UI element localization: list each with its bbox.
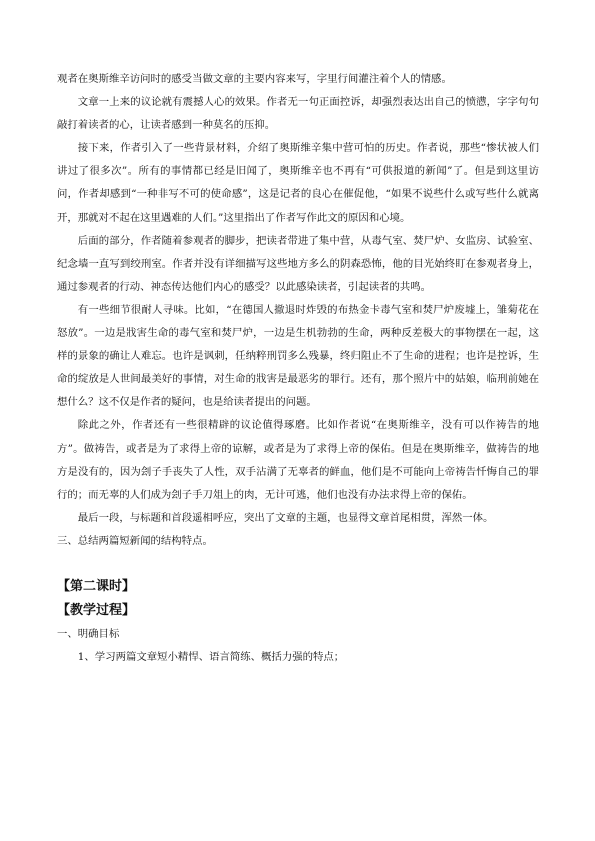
paragraph-background: 接下来，作者引入了一些背景材料，介绍了奥斯维辛集中营可怕的历史。作者说，那些“惨状被人们讲过了很多次”。所有的事情都已经是旧闻了，奥斯维辛也不再有“可供报道的新闻”了。但是到这里访问，作者却感到“一种非写不可的使命感”，这是记者的良心在催促他，“如果不说些什么或写些什么就离开，那就对不起在这里遇难的人们。”这里指出了作者写作此文的原因和心境。 [57, 142, 539, 224]
paragraph-opening-argument: 文章一上来的议论就有震撼人心的效果。作者无一句正面控诉，却强烈表达出自己的愤懑，字字句句敲打着读者的心，让读者感到一种莫名的压抑。 [57, 96, 539, 132]
paragraph-continuation: 观者在奥斯维辛访问时的感受当做文章的主要内容来写，字里行间灌注着个人的情感。 [57, 73, 452, 85]
paragraph-details: 有一些细节很耐人寻味。比如，“在德国人撤退时炸毁的布热金卡毒气室和焚尸炉废墟上，雏菊花在怒放”。一边是戕害生命的毒气室和焚尸炉，一边是生机勃勃的生命，两种反差极大的事物摆在一起，这样的景象的确让人难忘。也许是讽刺，任纳粹刑罚多么残暴，终归阻止不了生命的进程；也许是控诉，生命的绽放是人世间最美好的事情，对生命的戕害是最恶劣的罪行。还有，那个照片中的姑娘，临刑前她在想什么？这不仅是作者的疑问，也是给读者提出的问题。 [57, 303, 539, 409]
paragraph-visitor-route: 后面的部分，作者随着参观者的脚步，把读者带进了集中营，从毒气室、焚尸炉、女监房、试验室、纪念墙一直写到绞刑室。作者并没有详细描写这些地方多么的阴森恐怖，他的目光始终盯在参观者身上，通过参观者的行动、神态传达他们内心的感受？以此感染读者，引起读者的共鸣。 [57, 234, 539, 293]
section-spacer [57, 553, 539, 575]
paragraph-conclusion: 最后一段，与标题和首段遥相呼应，突出了文章的主题，也显得文章首尾相贯，浑然一体。 [77, 511, 494, 524]
document-body [57, 68, 539, 669]
lesson-heading: 【第二课时】 [57, 578, 136, 594]
process-heading: 【教学过程】 [57, 602, 136, 618]
paragraph-commentary: 除此之外，作者还有一些很精辟的议论值得琢磨。比如作者说“在奥斯维辛，没有可以作祷告的地方”。做祷告，或者是为了求得上帝的谅解，或者是为了求得上帝的保佑。但是在奥斯维辛，做祷告的地方是没有的，因为刽子手丧失了人性，双手沾满了无辜者的鲜血，他们是不可能向上帝祷告忏悔自己的罪行的；而无辜的人们成为刽子手刀俎上的肉，无计可逃，他们也没有办法求得上帝的保佑。 [57, 419, 539, 501]
section-three-title: 三、总结两篇短新闻的结构特点。 [57, 534, 213, 547]
section-one-title: 一、明确目标 [57, 627, 120, 640]
objective-item-1: 1、学习两篇文章短小精悍、语言简练、概括力强的特点； [77, 651, 345, 664]
